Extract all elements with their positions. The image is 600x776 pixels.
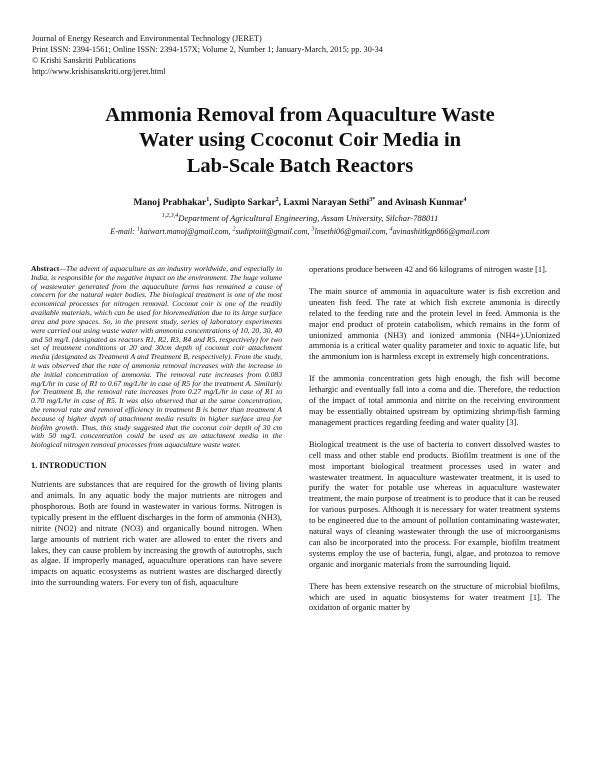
email-4[interactable]: avinashiitkgp866@gmail.com (392, 227, 490, 236)
email-3-sup: 3 (311, 226, 315, 233)
journal-name: Journal of Energy Research and Environmental Technology (JERET) (32, 34, 262, 43)
author-2-sup: 2 (275, 196, 279, 203)
intro-heading: 1. INTRODUCTION (31, 461, 107, 471)
intro-paragraph-1: Nutrients are substances that are required for the growth of living plants and animals. In any aquatic body the major nutrients are nitrogen and phosphorous. Both are found in wastewater in various forms. Nitrogen is typically present in the effluent discharges in the form of ammonia (NH3), nitrite (NO2) and nitrate (NO3) and organically bound nitrogen. When large amounts of nutrient rich water are allowed to enter the rivers and lakes, they can cause problem by increasing the growth of autotrophs, such as algae. If improperly managed, aquaculture operations can have severe impacts on aquatic ecosystems as nutrient wastes are discharged directly into the surrounding waters. For every ton of fish, aquaculture (31, 480, 282, 588)
right-column (309, 265, 560, 625)
intro-paragraph-4: Biological treatment is the use of bacteria to convert dissolved wastes to cell mass and other stable end products. Biofilm treatment is one of the most important biological treatment processes used in water and wastewater treatment. In aquaculture wastewater treatment, it is used to purify the water for potable use whereas in aquaculture wastewater treatment, the main purpose of treatment is to produce that it can be reused for various purposes. Although it is necessary for water treatment systems to be engineered due to the amount of pollution contaminating wastewater, natural ways of cleaning wastewater through the use of microorganisms can also be incorporated into the process. For example, biofilm treatment systems employ the use of bacteria, fungi, algae, and protozoa to remove organic and inorganic materials from the surrounding liquid. (309, 439, 560, 569)
affiliation-sup: 1,2,3,4 (161, 213, 179, 220)
abstract-text: —The advent of aquaculture as an industry worldwide, and especially in India, is responsible for the negative impact on the environment. The huge volume of wastewater generated from the aquaculture farms has remained a cause of concern for the natural water bodies. The biological treatment is one of the most economical processes for nitrogen removal. Coconut coir is one of the readily available materials, which can be used for bioremediation due to its large surface area and pore spaces. So, in the present study, series of laboratory experiments were carried out using waste water with ammonia concentrations of 10, 20, 30, 40 and 50 mg/L (designated as reactors R1, R2, R3, R4 and R5, respectively) for two set of treatment conditions at 20 and 30cm depth of coconut coir attachment media (designated as Treatment A and Treatment B, respectively). From the study, it was observed that the rate of ammonia removal increases with the increase in the initial concentration of ammonia. The removal rate increases from 0.083 mg/L/hr in case of R1 to 0.67 mg/L/hr in case of R5 for the treatment A. Similarly for Treatment B, the removal rate increases from 0.27 mg/L/hr in case of R1 to 0.70 mg/L/hr in case of R5. It was also observed that at the same concentration, the removal rate and removal efficiency in treatment B is better than treatment A because of higher depth of attachment media results in higher surface area for biofilm growth. Thus, this study suggested that the coconut coir depth of 30 cm with 50 mg/L concentration could be used as an attachment media in the biological nitrogen removal processes from aquaculture waste water. (31, 264, 282, 450)
email-2[interactable]: sudiptoiit@gmail.com, (235, 227, 312, 236)
email-1[interactable]: kaiwart.manoj@gmail.com, (140, 227, 233, 236)
left-column (31, 265, 282, 589)
author-4-sup: 4 (463, 196, 467, 203)
affiliation (30, 213, 570, 224)
journal-header (32, 34, 572, 78)
author-3-sup: 3* (369, 196, 376, 203)
paper-title (30, 103, 570, 179)
author-2: Sudipto Sarkar (213, 198, 276, 208)
journal-url[interactable]: http://www.krishisanskriti.org/jeret.html (32, 66, 166, 76)
email-4-sup: 4 (389, 226, 393, 233)
title-line-1: Ammonia Removal from Aquaculture Waste (105, 104, 495, 126)
email-list (30, 226, 570, 237)
author-1: Manoj Prabhakar (133, 198, 207, 208)
title-line-2: Water using Ccoconut Coir Media in (138, 129, 462, 152)
author-3: Laxmi Narayan Sethi (283, 198, 370, 208)
author-list (30, 197, 570, 209)
author-sep: , (278, 198, 284, 208)
author-and: and (375, 198, 395, 208)
abstract (31, 265, 282, 450)
intro-paragraph-2: The main source of ammonia in aquaculture water is fish excretion and uneaten fish feed. The rate at which fish excrete ammonia is directly related to the feeding rate and the protein level in feed. Ammonia is the major end product of protein catabolism, which remains in the form of unionized ammonia (NH3) and ionized ammonia (NH4+).Unionized ammonia is a critical water quality parameter and toxic to aquatic life, but the ammonium ion is harmless except in extremely high concentrations. (309, 286, 560, 362)
email-3[interactable]: lnsethi06@gmail.com, (314, 227, 390, 236)
journal-issn: Print ISSN: 2394-1561; Online ISSN: 2394-157X; Volume 2, Number 1; January-March, 2015; pp. 30-34 (32, 44, 383, 54)
author-1-sup: 1 (206, 196, 210, 203)
email-1-sup: 1 (137, 226, 140, 233)
publisher: © Krishi Sanskriti Publications (32, 55, 136, 65)
intro-paragraph-5: There has been extensive research on the structure of microbial biofilms, which are used in aquatic biosystems for water treatment [1]. The oxidation of organic matter by (309, 581, 560, 613)
affiliation-text: Department of Agricultural Engineering, Assam University, Silchar-788011 (178, 213, 439, 223)
author-4: Avinash Kunmar (394, 198, 464, 208)
email-2-sup: 2 (232, 226, 236, 233)
intro-paragraph-1-cont: operations produce between 42 and 66 kilograms of nitrogen waste [1]. (309, 265, 547, 274)
abstract-label: Abstract (31, 264, 60, 273)
email-label: E-mail: (110, 227, 137, 236)
intro-paragraph-3: If the ammonia concentration gets high enough, the fish will become lethargic and eventually fall into a coma and die. Therefore, the reduction of the impact of total ammonia and nitrite on the receiving environment may be essentially obtained upstream by optimizing shrimp/fish farming management practices regarding feeding and water quality [3]. (309, 374, 560, 427)
author-sep: , (209, 198, 214, 208)
title-line-3: Lab-Scale Batch Reactors (186, 154, 414, 177)
